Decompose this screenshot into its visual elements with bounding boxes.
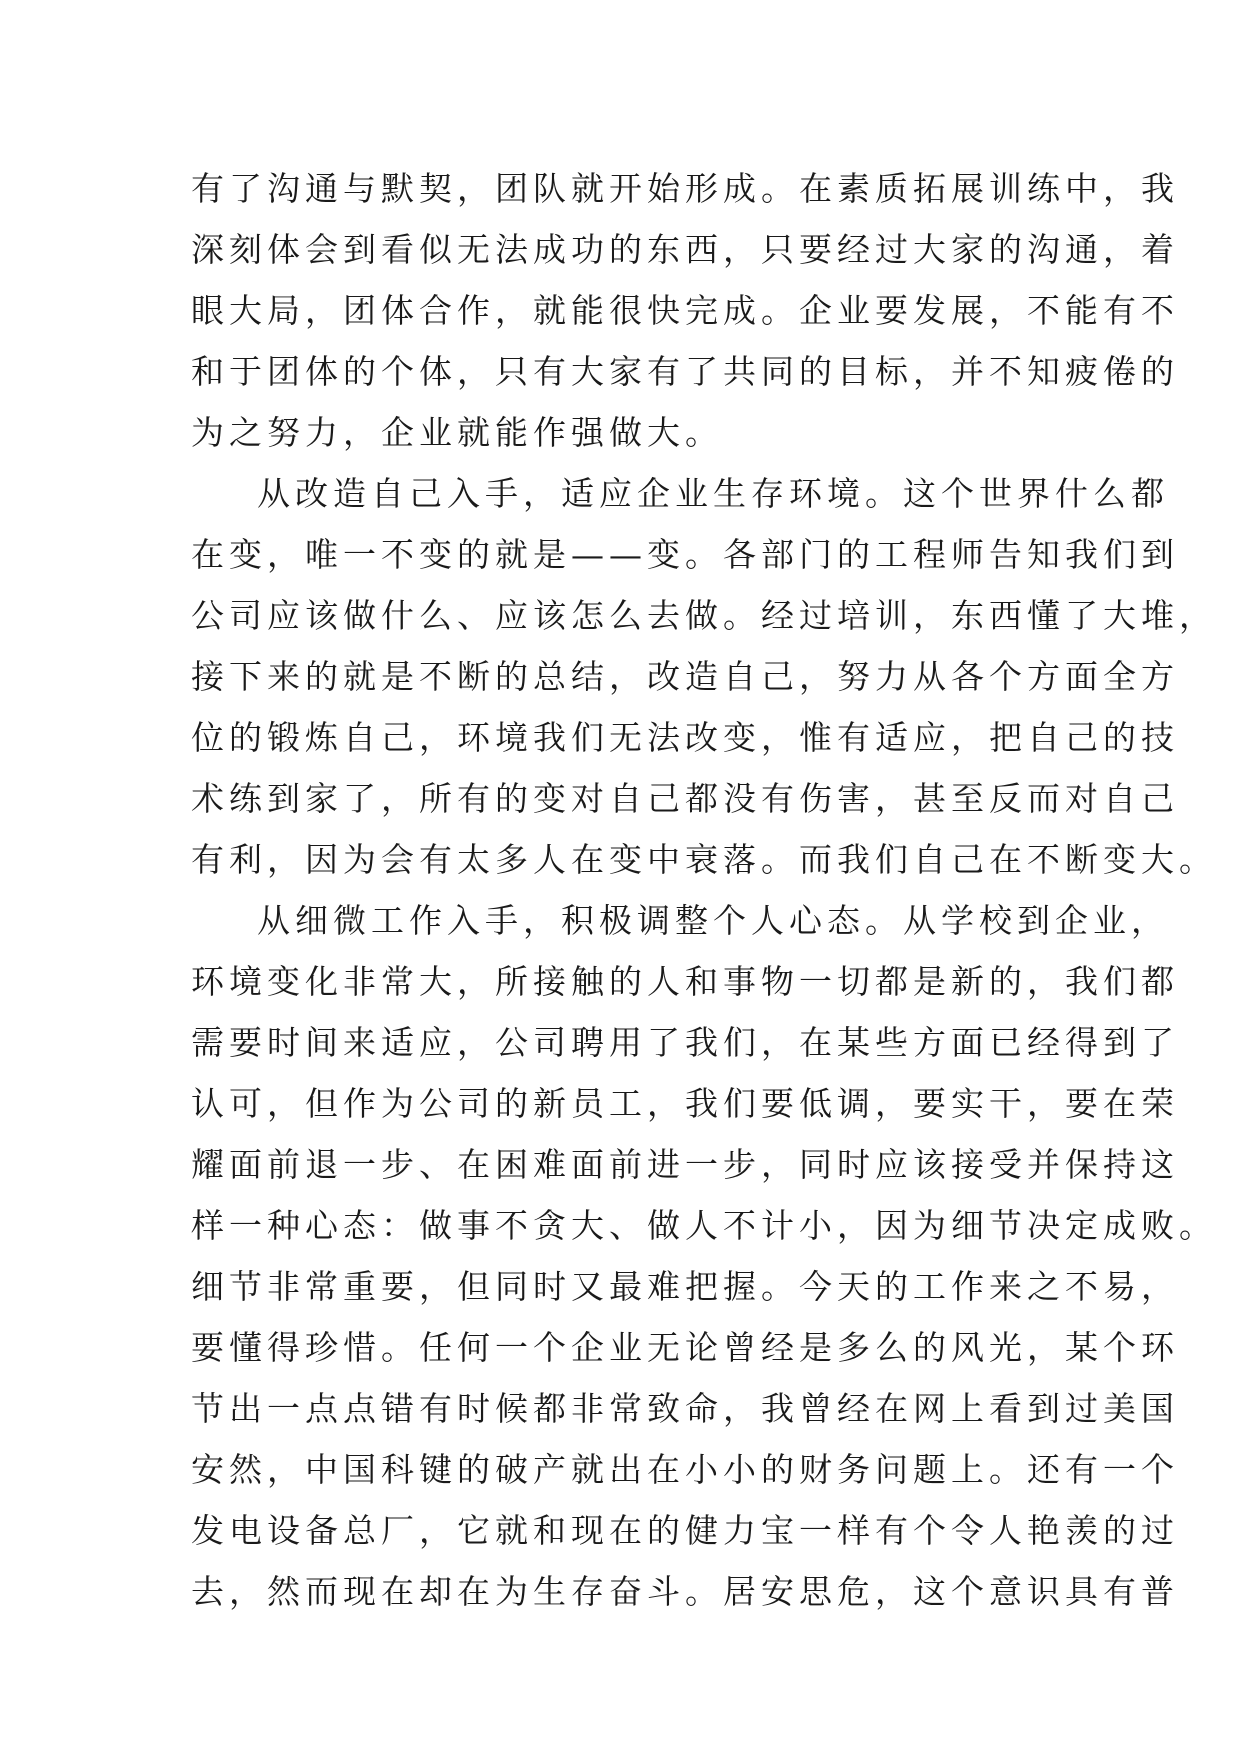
text-line: 有了沟通与默契，团队就开始形成。在素质拓展训练中，我: [191, 169, 1179, 208]
text-line: 深刻体会到看似无法成功的东西，只要经过大家的沟通，着: [191, 230, 1179, 269]
paragraph: [191, 463, 1217, 890]
paragraph: [191, 890, 1217, 1622]
text-line: 从细微工作入手，积极调整个人心态。从学校到企业，: [257, 901, 1169, 940]
text-line: 和于团体的个体，只有大家有了共同的目标，并不知疲倦的: [191, 352, 1179, 391]
text-line: 认可，但作为公司的新员工，我们要低调，要实干，要在荣: [191, 1084, 1179, 1123]
body-text: [191, 158, 1217, 1622]
text-line: 为之努力，企业就能作强做大。: [191, 413, 723, 452]
text-line: 有利，因为会有太多人在变中衰落。而我们自己在不断变大。: [191, 840, 1217, 879]
text-line: 安然，中国科键的破产就出在小小的财务问题上。还有一个: [191, 1450, 1179, 1489]
text-line: 环境变化非常大，所接触的人和事物一切都是新的，我们都: [191, 962, 1179, 1001]
text-line: 公司应该做什么、应该怎么去做。经过培训，东西懂了大堆，: [191, 596, 1217, 635]
text-line: 耀面前退一步、在困难面前进一步，同时应该接受并保持这: [191, 1145, 1179, 1184]
text-line: 在变，唯一不变的就是——变。各部门的工程师告知我们到: [191, 535, 1179, 574]
text-line: 位的锻炼自己，环境我们无法改变，惟有适应，把自己的技: [191, 718, 1179, 757]
text-line: 发电设备总厂，它就和现在的健力宝一样有个令人艳羡的过: [191, 1511, 1179, 1550]
text-line: 要懂得珍惜。任何一个企业无论曾经是多么的风光，某个环: [191, 1328, 1179, 1367]
text-line: 节出一点点错有时候都非常致命，我曾经在网上看到过美国: [191, 1389, 1179, 1428]
text-line: 细节非常重要，但同时又最难把握。今天的工作来之不易，: [191, 1267, 1179, 1306]
text-line: 需要时间来适应，公司聘用了我们，在某些方面已经得到了: [191, 1023, 1179, 1062]
text-line: 术练到家了，所有的变对自己都没有伤害，甚至反而对自己: [191, 779, 1179, 818]
text-line: 去，然而现在却在为生存奋斗。居安思危，这个意识具有普: [191, 1572, 1179, 1611]
text-line: 接下来的就是不断的总结，改造自己，努力从各个方面全方: [191, 657, 1179, 696]
text-line: 样一种心态：做事不贪大、做人不计小，因为细节决定成败。: [191, 1206, 1217, 1245]
text-line: 从改造自己入手，适应企业生存环境。这个世界什么都: [257, 474, 1169, 513]
paragraph: [191, 158, 1179, 463]
text-line: 眼大局，团体合作，就能很快完成。企业要发展，不能有不: [191, 291, 1179, 330]
